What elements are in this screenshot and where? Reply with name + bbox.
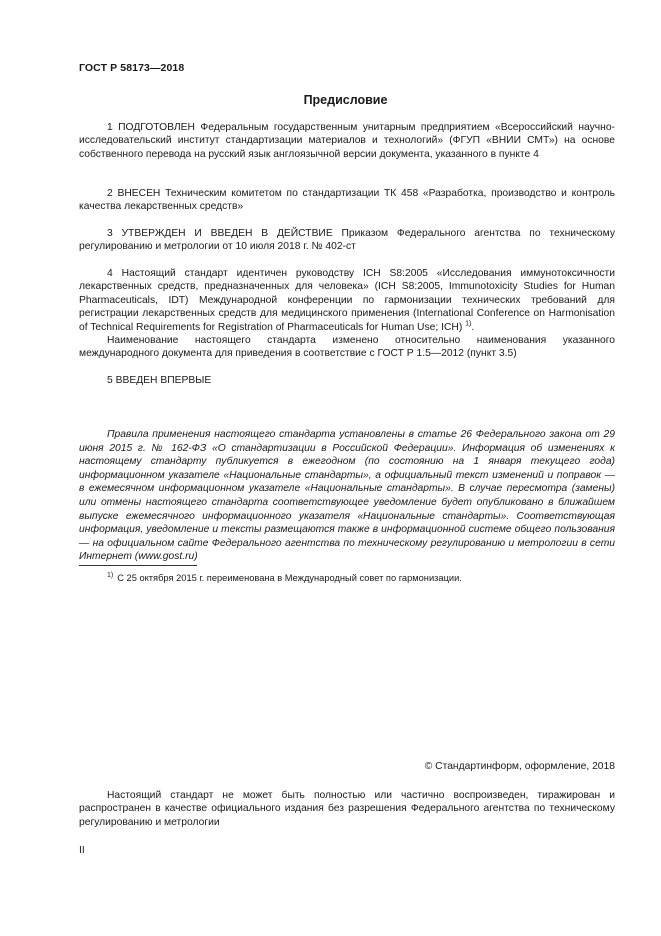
paragraph-prepared: 1 ПОДГОТОВЛЕН Федеральным государственным унитарным предприятием «Всероссийский научно-исследовательский институт стандартизации материалов и технологий» (ФГУП «ВНИИ СМТ») на основе собственного перевода на русский язык англоязычной версии документа, указанного в пункте 4 xyxy=(79,122,615,160)
footnote-mark: 1) xyxy=(107,572,114,579)
paragraph-name-changed: Наименование настоящего стандарта изменено относительно наименования указанного международного документа для приведения в соответствие с ГОСТ Р 1.5—2012 (пункт 3.5) xyxy=(79,335,615,360)
paragraph-identical xyxy=(79,267,615,334)
document-code: ГОСТ Р 58173—2018 xyxy=(79,62,185,74)
page-number: II xyxy=(79,845,85,856)
paragraph-first-introduced: 5 ВВЕДЕН ВПЕРВЫЕ xyxy=(107,375,212,386)
rules-note: Правила применения настоящего стандарта установлены в статье 26 Федерального закона от 29 июня 2015 г. № 162-ФЗ «О стандартизации в Российской Федерации». Информация об изменениях к настоящему стандарту публикуется в ежегодном (по состоянию на 1 января текущего года) информационном указателе «Национальные стандарты», а официальный текст изменений и поправок — в ежемесячном информационном указателе «Национальные стандарты». В случае пересмотра (замены) или отмены настоящего стандарта соответствующее уведомление будет опубликовано в ближайшем выпуске ежемесячного информационного указателя «Национальные стандарты». Соответствующая информация, уведомление и тексты размещаются также в информационной системе общего пользования — на официальном сайте Федерального агентства по техническому регулированию и метрологии в сети Интернет (www.gost.ru) xyxy=(79,429,615,563)
page-title: Предисловие xyxy=(303,93,388,107)
reproduction-note: Настоящий стандарт не может быть полностью или частично воспроизведен, тиражирован и распространен в качестве официального издания без разрешения Федерального агентства по техническому регулированию и метрологии xyxy=(79,790,615,828)
paragraph-introduced: 2 ВНЕСЕН Техническим комитетом по стандартизации ТК 458 «Разработка, производство и контроль качества лекарственных средств» xyxy=(79,188,615,213)
copyright-notice: © Стандартинформ, оформление, 2018 xyxy=(424,761,615,772)
paragraph-identical-end: . xyxy=(471,321,475,333)
paragraph-approved: 3 УТВЕРЖДЕН И ВВЕДЕН В ДЕЙСТВИЕ Приказом Федерального агентства по техническому регулированию и метрологии от 10 июля 2018 г. № 402-ст xyxy=(79,228,615,253)
paragraph-identical-text: 4 Настоящий стандарт идентичен руководству ICH S8:2005 «Исследования иммунотоксичности лекарственных средств, предназначенных для человека» (ICH S8:2005, Immunotoxicity Studies for Human Pharmaceuticals, IDT) Международной конференции по гармонизации технических требований для регистрации лекарственных средств для медицинского применения (International Conference on Harmonisation of Technical Requirements for Registration of Pharmaceuticals for Human Use; ICH) xyxy=(79,268,615,333)
footnote xyxy=(107,572,462,583)
footnote-divider xyxy=(79,565,197,566)
footnote-text: С 25 октября 2015 г. переименована в Международный совет по гармонизации. xyxy=(117,573,462,584)
footnote-reference[interactable]: 1) xyxy=(465,320,472,328)
